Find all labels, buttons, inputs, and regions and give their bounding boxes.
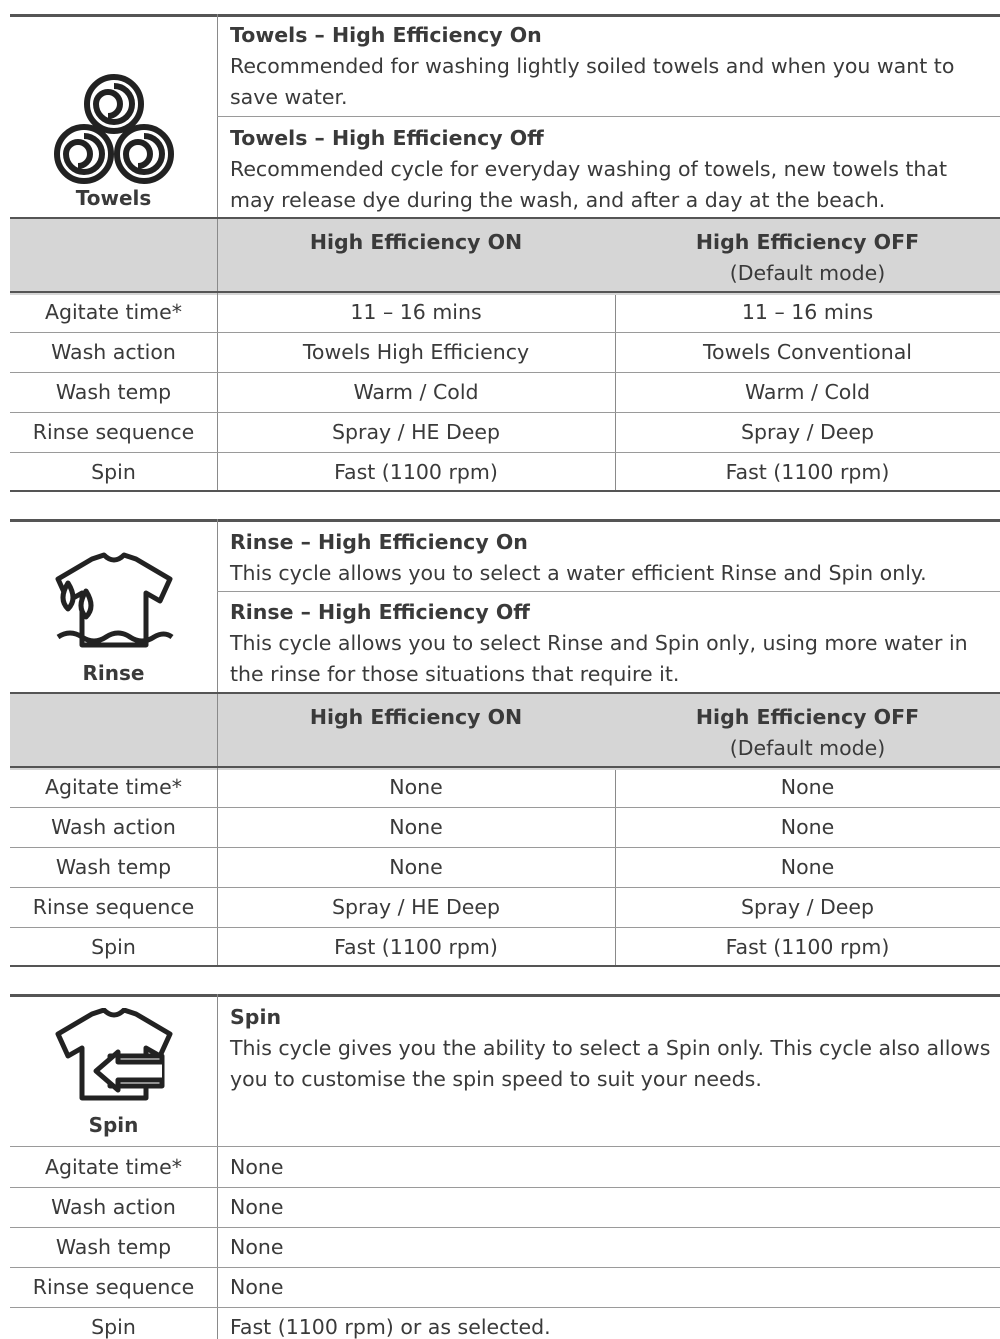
- row-value-he-on: None: [389, 855, 443, 879]
- rinse-he-on-body: This cycle allows you to select a water efficient Rinse and Spin only.: [230, 561, 927, 585]
- row-label: Spin: [91, 1315, 136, 1339]
- row-value-he-on: Fast (1100 rpm): [334, 460, 498, 484]
- row-label: Rinse sequence: [32, 1275, 195, 1299]
- rinse-he-on-description: [230, 527, 996, 589]
- table-row: [10, 372, 1000, 412]
- row-value-he-off: Fast (1100 rpm): [725, 460, 890, 484]
- towels-icon: [10, 72, 217, 184]
- table-row: [10, 887, 1000, 927]
- towels-header-he-off: High Efficiency OFF: [695, 230, 920, 254]
- row-value-he-off: Spray / Deep: [740, 895, 875, 919]
- rinse-icon: [10, 551, 217, 651]
- table-row: [10, 807, 1000, 847]
- spin-icon: [10, 1008, 217, 1104]
- row-label: Wash temp: [55, 855, 172, 879]
- row-label: Spin: [91, 460, 136, 484]
- row-label: Wash action: [51, 1195, 176, 1219]
- row-label: Wash temp: [55, 380, 172, 404]
- row-value: None: [230, 1155, 284, 1179]
- row-label: Agitate time*: [44, 300, 183, 324]
- rinse-header-he-off: High Efficiency OFF: [695, 705, 920, 729]
- spin-label: Spin: [88, 1113, 139, 1137]
- row-value-he-on: Spray / HE Deep: [332, 420, 500, 444]
- table-row: [10, 927, 1000, 967]
- row-label: Wash action: [51, 340, 176, 364]
- rinse-cycle-table: [10, 519, 1000, 967]
- rinse-he-on-title: Rinse – High Efficiency On: [230, 530, 528, 554]
- row-value: Fast (1100 rpm) or as selected.: [230, 1315, 551, 1339]
- row-value-he-off: None: [780, 855, 835, 879]
- rinse-he-off-body: This cycle allows you to select Rinse and Spin only, using more water in the rinse for those situations that require it.: [230, 631, 968, 686]
- table-row: [10, 1267, 1000, 1307]
- row-value: None: [230, 1195, 284, 1219]
- rinse-label: Rinse: [82, 661, 145, 685]
- spin-title: Spin: [230, 1005, 282, 1029]
- row-label: Rinse sequence: [32, 420, 195, 444]
- table-row: [10, 1227, 1000, 1267]
- spin-cycle-table: [10, 994, 1000, 1339]
- row-value-he-off: None: [780, 775, 835, 799]
- row-value-he-off: None: [780, 815, 835, 839]
- row-label: Wash action: [51, 815, 176, 839]
- table-row: [10, 332, 1000, 372]
- towels-label: Towels: [75, 186, 152, 210]
- table-row: [10, 292, 1000, 332]
- row-value-he-off: Fast (1100 rpm): [725, 935, 890, 959]
- towels-he-on-description: [230, 20, 996, 113]
- rinse-header-default-mode: (Default mode): [729, 736, 886, 760]
- rinse-he-off-title: Rinse – High Efficiency Off: [230, 600, 530, 624]
- towels-he-off-title: Towels – High Efficiency Off: [230, 126, 544, 150]
- row-value-he-on: 11 – 16 mins: [350, 300, 482, 324]
- row-value-he-on: Warm / Cold: [353, 380, 479, 404]
- row-value-he-off: Towels Conventional: [703, 340, 912, 364]
- row-value: None: [230, 1275, 284, 1299]
- towels-he-off-description: [230, 123, 996, 216]
- rinse-he-off-description: [230, 597, 996, 690]
- spin-body: This cycle gives you the ability to select a Spin only. This cycle also allows you to customise the spin speed to suit your needs.: [230, 1036, 991, 1091]
- rinse-header-he-on: High Efficiency ON: [309, 705, 523, 729]
- towels-header-he-on: High Efficiency ON: [309, 230, 523, 254]
- table-row: [10, 847, 1000, 887]
- row-value-he-on: None: [389, 775, 443, 799]
- rinse-table-header: [10, 694, 1000, 770]
- towels-he-on-body: Recommended for washing lightly soiled towels and when you want to save water.: [230, 54, 955, 109]
- table-row: [10, 1307, 1000, 1339]
- row-label: Rinse sequence: [32, 895, 195, 919]
- table-row: [10, 767, 1000, 807]
- table-row: [10, 412, 1000, 452]
- towels-cycle-table: [10, 14, 1000, 492]
- row-label: Spin: [91, 935, 136, 959]
- row-label: Agitate time*: [44, 1155, 183, 1179]
- table-row: [10, 1147, 1000, 1187]
- row-label: Wash temp: [55, 1235, 172, 1259]
- row-value-he-off: 11 – 16 mins: [741, 300, 874, 324]
- spin-description: [230, 1002, 996, 1095]
- row-value-he-off: Warm / Cold: [744, 380, 871, 404]
- table-row: [10, 1187, 1000, 1227]
- row-value: None: [230, 1235, 284, 1259]
- row-label: Agitate time*: [44, 775, 183, 799]
- towels-he-off-body: Recommended cycle for everyday washing of towels, new towels that may release dye during the wash, and after a day at the beach.: [230, 157, 948, 212]
- row-value-he-off: Spray / Deep: [740, 420, 875, 444]
- row-value-he-on: Fast (1100 rpm): [334, 935, 498, 959]
- towels-table-header: [10, 219, 1000, 295]
- row-value-he-on: Towels High Efficiency: [302, 340, 530, 364]
- towels-header-default-mode: (Default mode): [729, 261, 886, 285]
- table-row: [10, 452, 1000, 492]
- row-value-he-on: Spray / HE Deep: [332, 895, 500, 919]
- towels-he-on-title: Towels – High Efficiency On: [230, 23, 542, 47]
- row-value-he-on: None: [389, 815, 443, 839]
